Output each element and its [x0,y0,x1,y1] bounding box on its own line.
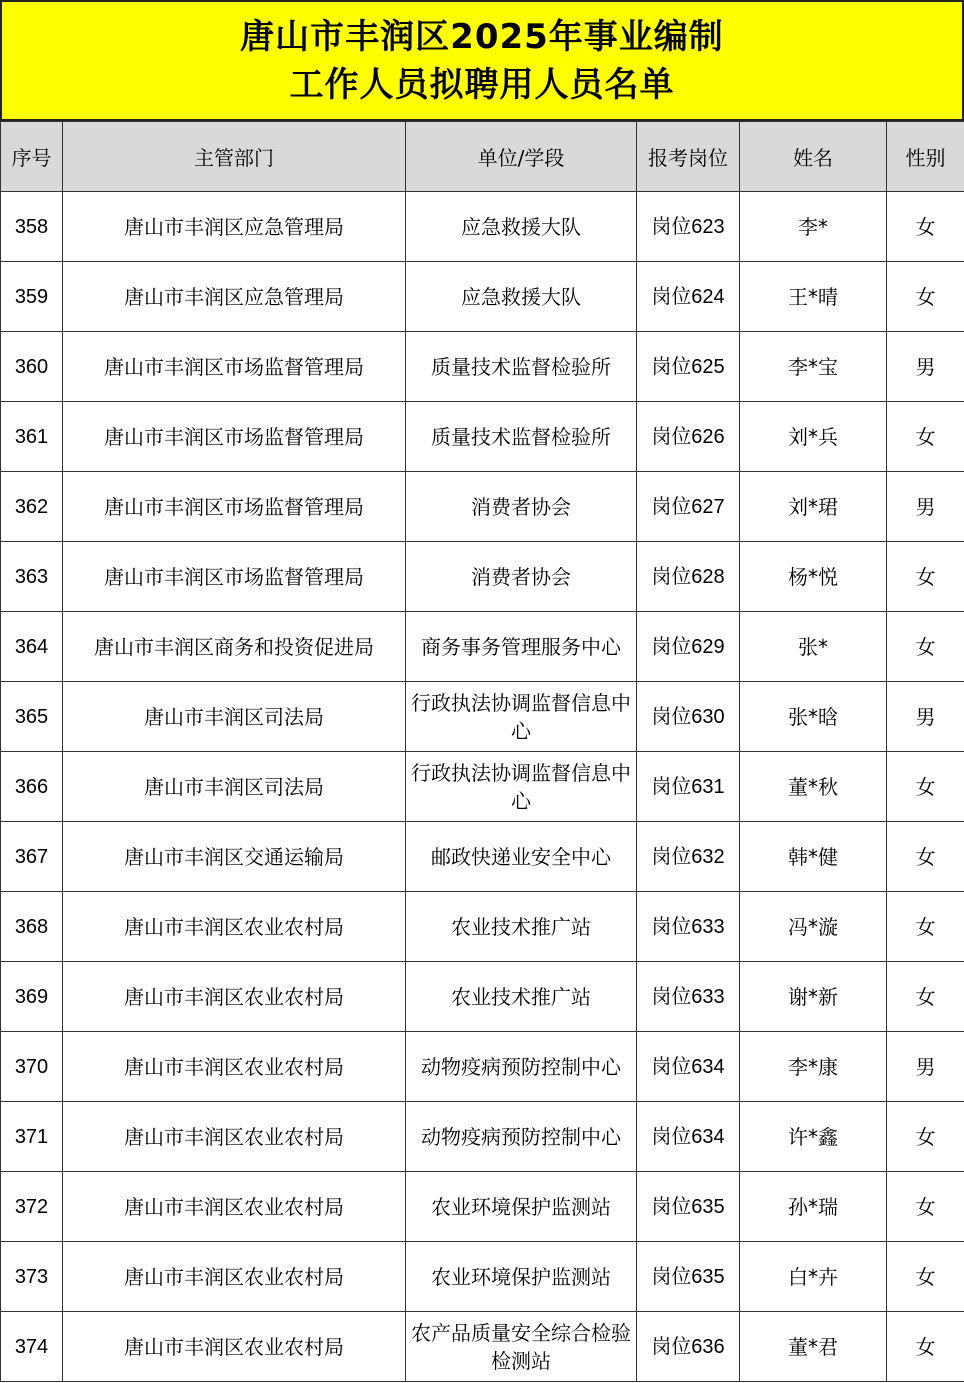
cell-gender: 男 [887,332,964,402]
cell-unit: 农业环境保护监测站 [406,1242,637,1312]
cell-gender: 女 [887,612,964,682]
table-row [1,752,964,822]
cell-gender: 女 [887,262,964,332]
cell-dept: 唐山市丰润区市场监督管理局 [63,402,406,472]
table-row [1,1242,964,1312]
cell-post: 岗位634 [637,1102,740,1172]
cell-unit: 行政执法协调监督信息中心 [406,752,637,822]
cell-dept: 唐山市丰润区农业农村局 [63,962,406,1032]
cell-name: 孙*瑞 [740,1172,887,1242]
cell-name: 许*鑫 [740,1102,887,1172]
cell-gender: 女 [887,192,964,262]
table-row [1,1102,964,1172]
cell-gender: 男 [887,682,964,752]
cell-no: 366 [1,752,63,822]
cell-name: 李*康 [740,1032,887,1102]
cell-no: 374 [1,1312,63,1382]
cell-post: 岗位624 [637,262,740,332]
cell-unit: 质量技术监督检验所 [406,332,637,402]
cell-no: 361 [1,402,63,472]
cell-post: 岗位627 [637,472,740,542]
roster-table [0,121,964,1382]
cell-unit: 行政执法协调监督信息中心 [406,682,637,752]
cell-dept: 唐山市丰润区农业农村局 [63,1032,406,1102]
cell-gender: 女 [887,892,964,962]
table-row [1,682,964,752]
table-row [1,332,964,402]
table-row [1,402,964,472]
cell-dept: 唐山市丰润区市场监督管理局 [63,332,406,402]
table-row [1,962,964,1032]
cell-name: 董*君 [740,1312,887,1382]
cell-dept: 唐山市丰润区农业农村局 [63,1172,406,1242]
table-row [1,1172,964,1242]
cell-post: 岗位631 [637,752,740,822]
cell-dept: 唐山市丰润区市场监督管理局 [63,542,406,612]
title-line-1: 唐山市丰润区2025年事业编制 [240,16,724,57]
cell-name: 刘*珺 [740,472,887,542]
cell-unit: 商务事务管理服务中心 [406,612,637,682]
cell-no: 369 [1,962,63,1032]
cell-name: 谢*新 [740,962,887,1032]
cell-unit: 动物疫病预防控制中心 [406,1032,637,1102]
header-dept: 主管部门 [63,122,406,192]
cell-no: 368 [1,892,63,962]
table-row [1,1312,964,1382]
cell-name: 张* [740,612,887,682]
cell-no: 364 [1,612,63,682]
cell-no: 360 [1,332,63,402]
table-row [1,192,964,262]
cell-unit: 应急救援大队 [406,192,637,262]
cell-name: 冯*漩 [740,892,887,962]
table-row [1,892,964,962]
cell-name: 刘*兵 [740,402,887,472]
cell-name: 杨*悦 [740,542,887,612]
cell-name: 李*宝 [740,332,887,402]
cell-dept: 唐山市丰润区司法局 [63,752,406,822]
cell-dept: 唐山市丰润区市场监督管理局 [63,472,406,542]
cell-name: 白*卉 [740,1242,887,1312]
cell-no: 362 [1,472,63,542]
cell-post: 岗位634 [637,1032,740,1102]
table-row [1,542,964,612]
cell-dept: 唐山市丰润区农业农村局 [63,1242,406,1312]
cell-no: 359 [1,262,63,332]
cell-no: 371 [1,1102,63,1172]
cell-unit: 应急救援大队 [406,262,637,332]
cell-gender: 女 [887,402,964,472]
cell-gender: 女 [887,752,964,822]
cell-name: 张*晗 [740,682,887,752]
cell-post: 岗位636 [637,1312,740,1382]
cell-gender: 男 [887,1032,964,1102]
cell-post: 岗位633 [637,892,740,962]
cell-post: 岗位623 [637,192,740,262]
cell-name: 董*秋 [740,752,887,822]
cell-post: 岗位632 [637,822,740,892]
title-banner [0,0,964,121]
header-name: 姓名 [740,122,887,192]
cell-unit: 质量技术监督检验所 [406,402,637,472]
cell-no: 363 [1,542,63,612]
header-row [1,122,964,192]
cell-gender: 女 [887,542,964,612]
cell-dept: 唐山市丰润区农业农村局 [63,892,406,962]
cell-no: 370 [1,1032,63,1102]
table-row [1,262,964,332]
cell-gender: 女 [887,1242,964,1312]
cell-unit: 消费者协会 [406,472,637,542]
table-row [1,822,964,892]
cell-gender: 女 [887,1312,964,1382]
table-row [1,472,964,542]
cell-dept: 唐山市丰润区交通运输局 [63,822,406,892]
cell-unit: 农业技术推广站 [406,892,637,962]
cell-no: 373 [1,1242,63,1312]
header-post: 报考岗位 [637,122,740,192]
title-line-2: 工作人员拟聘用人员名单 [289,64,675,105]
cell-gender: 女 [887,1102,964,1172]
table-row [1,1032,964,1102]
cell-post: 岗位626 [637,402,740,472]
cell-gender: 女 [887,822,964,892]
cell-post: 岗位629 [637,612,740,682]
cell-post: 岗位633 [637,962,740,1032]
cell-unit: 动物疫病预防控制中心 [406,1102,637,1172]
cell-name: 韩*健 [740,822,887,892]
cell-dept: 唐山市丰润区农业农村局 [63,1312,406,1382]
cell-no: 367 [1,822,63,892]
cell-dept: 唐山市丰润区农业农村局 [63,1102,406,1172]
cell-unit: 邮政快递业安全中心 [406,822,637,892]
cell-name: 王*晴 [740,262,887,332]
cell-no: 372 [1,1172,63,1242]
cell-post: 岗位625 [637,332,740,402]
cell-name: 李* [740,192,887,262]
cell-post: 岗位635 [637,1172,740,1242]
cell-unit: 消费者协会 [406,542,637,612]
cell-dept: 唐山市丰润区应急管理局 [63,262,406,332]
table-row [1,612,964,682]
cell-unit: 农业技术推广站 [406,962,637,1032]
cell-dept: 唐山市丰润区司法局 [63,682,406,752]
cell-gender: 男 [887,472,964,542]
header-no: 序号 [1,122,63,192]
cell-post: 岗位628 [637,542,740,612]
header-gender: 性别 [887,122,964,192]
cell-unit: 农产品质量安全综合检验检测站 [406,1312,637,1382]
cell-post: 岗位635 [637,1242,740,1312]
cell-dept: 唐山市丰润区应急管理局 [63,192,406,262]
cell-post: 岗位630 [637,682,740,752]
cell-unit: 农业环境保护监测站 [406,1172,637,1242]
cell-gender: 女 [887,962,964,1032]
header-unit: 单位/学段 [406,122,637,192]
cell-dept: 唐山市丰润区商务和投资促进局 [63,612,406,682]
cell-gender: 女 [887,1172,964,1242]
cell-no: 365 [1,682,63,752]
cell-no: 358 [1,192,63,262]
